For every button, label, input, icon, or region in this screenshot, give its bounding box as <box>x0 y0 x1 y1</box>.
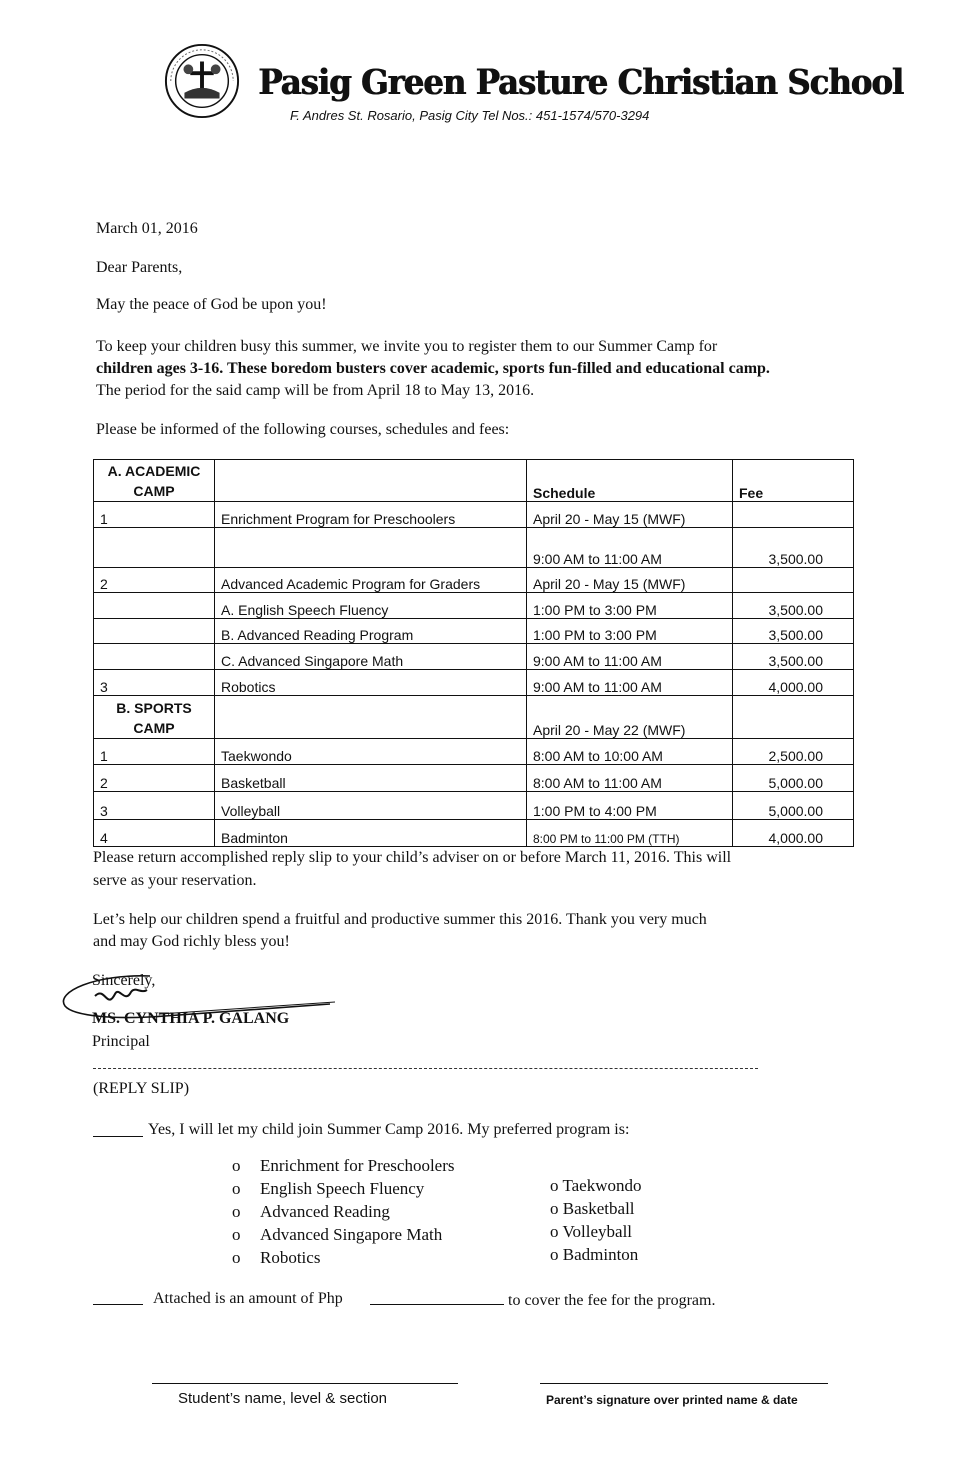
row-fee: 3,500.00 <box>733 593 854 618</box>
row-fee: 3,500.00 <box>733 618 854 643</box>
row-schedule: 8:00 PM to 11:00 PM (TTH) <box>527 819 733 846</box>
checkbox-circle-icon[interactable]: o <box>232 1248 241 1267</box>
row-number <box>94 618 215 643</box>
row-schedule: 8:00 AM to 10:00 AM <box>527 738 733 764</box>
header-blank-cell <box>215 460 527 502</box>
row-fee: 5,000.00 <box>733 792 854 819</box>
option-badminton[interactable]: o Badminton <box>550 1245 639 1264</box>
row-fee <box>733 568 854 593</box>
table-row <box>94 527 854 567</box>
row-program: B. Advanced Reading Program <box>215 618 527 643</box>
cut-line <box>93 1068 758 1069</box>
school-address: F. Andres St. Rosario, Pasig City Tel Nos.: 451-1574/570-3294 <box>290 108 650 123</box>
row-number <box>94 643 215 669</box>
row-program: Taekwondo <box>215 738 527 764</box>
row-number: 1 <box>94 738 215 764</box>
letter-date: March 01, 2016 <box>96 220 198 237</box>
row-program: Advanced Academic Program for Graders <box>215 568 527 593</box>
section-a-header: A. ACADEMIC CAMP <box>94 460 215 502</box>
row-schedule: 9:00 AM to 11:00 AM <box>527 643 733 669</box>
section-b-schedule: April 20 - May 22 (MWF) <box>527 696 733 738</box>
checkbox-circle-icon[interactable]: o <box>232 1156 241 1175</box>
intro-line-1: To keep your children busy this summer, we invite you to register them to our Summer Camp for <box>96 338 718 355</box>
row-program <box>215 527 527 567</box>
row-number: 3 <box>94 670 215 696</box>
closing-line-2: and may God richly bless you! <box>93 933 290 950</box>
row-program: A. English Speech Fluency <box>215 593 527 618</box>
row-program: Robotics <box>215 670 527 696</box>
student-signature-line[interactable] <box>152 1383 458 1384</box>
student-label: Student’s name, level & section <box>178 1390 388 1407</box>
option-enrichment[interactable]: o Enrichment for Preschoolers <box>232 1156 455 1175</box>
table-row <box>94 618 854 643</box>
table-row <box>94 568 854 593</box>
join-blank[interactable] <box>93 1136 143 1137</box>
sign-off: Sincerely, <box>92 972 156 989</box>
option-singapore-math[interactable]: o Advanced Singapore Math <box>232 1225 443 1244</box>
schedule-header: Schedule <box>527 460 733 502</box>
option-taekwondo[interactable]: o Taekwondo <box>550 1176 642 1195</box>
intro-line-3: The period for the said camp will be from April 18 to May 13, 2016. <box>96 382 535 399</box>
row-number: 1 <box>94 502 215 527</box>
row-program: C. Advanced Singapore Math <box>215 643 527 669</box>
closing-line-1: Let’s help our children spend a fruitful and productive summer this 2016. Thank you very much <box>93 911 707 928</box>
row-fee: 2,500.00 <box>733 738 854 764</box>
row-schedule: 9:00 AM to 11:00 AM <box>527 527 733 567</box>
row-program: Enrichment Program for Preschoolers <box>215 502 527 527</box>
row-schedule: 9:00 AM to 11:00 AM <box>527 670 733 696</box>
row-number <box>94 593 215 618</box>
table-row <box>94 502 854 527</box>
attached-prefix: Attached is an amount of Php <box>153 1290 343 1307</box>
join-text: Yes, I will let my child join Summer Camp 2016. My preferred program is: <box>148 1121 630 1138</box>
row-schedule: 1:00 PM to 4:00 PM <box>527 792 733 819</box>
section-b-row <box>94 696 854 738</box>
row-program: Badminton <box>215 819 527 846</box>
row-number <box>94 527 215 567</box>
row-fee: 4,000.00 <box>733 670 854 696</box>
table-row <box>94 765 854 792</box>
row-schedule: 1:00 PM to 3:00 PM <box>527 593 733 618</box>
checkbox-circle-icon[interactable]: o <box>232 1202 241 1221</box>
row-number: 2 <box>94 568 215 593</box>
amount-blank[interactable] <box>370 1304 504 1305</box>
checkbox-circle-icon[interactable]: o <box>232 1179 241 1198</box>
row-fee: 3,500.00 <box>733 643 854 669</box>
row-number: 3 <box>94 792 215 819</box>
row-fee: 4,000.00 <box>733 819 854 846</box>
option-english-speech[interactable]: o English Speech Fluency <box>232 1179 425 1198</box>
academic-options <box>232 1156 455 1271</box>
parent-label: Parent’s signature over printed name & date <box>546 1393 798 1407</box>
row-schedule: April 20 - May 15 (MWF) <box>527 568 733 593</box>
table-row <box>94 593 854 618</box>
reply-slip-title: (REPLY SLIP) <box>93 1080 190 1097</box>
row-number: 4 <box>94 819 215 846</box>
signer-name: MS. CYNTHIA P. GALANG <box>92 1010 290 1027</box>
row-schedule: 8:00 AM to 11:00 AM <box>527 765 733 792</box>
blessing-line: May the peace of God be upon you! <box>96 296 327 313</box>
table-row <box>94 670 854 696</box>
section-b-header: B. SPORTS CAMP <box>94 696 215 738</box>
return-line-2: serve as your reservation. <box>93 872 257 889</box>
row-schedule: April 20 - May 15 (MWF) <box>527 502 733 527</box>
school-seal-icon <box>163 42 241 120</box>
parent-signature-line[interactable] <box>540 1383 828 1384</box>
sports-options <box>550 1176 642 1268</box>
intro-line-2: children ages 3-16. These boredom busters cover academic, sports fun-filled and educational camp. <box>96 360 770 377</box>
section-b-blank-cell <box>215 696 527 738</box>
fee-header: Fee <box>733 460 854 502</box>
table-header-row <box>94 460 854 502</box>
table-row <box>94 738 854 764</box>
row-fee <box>733 502 854 527</box>
attached-blank[interactable] <box>93 1304 143 1305</box>
attached-suffix: to cover the fee for the program. <box>508 1292 716 1309</box>
option-robotics[interactable]: o Robotics <box>232 1248 321 1267</box>
row-program: Volleyball <box>215 792 527 819</box>
signer-title: Principal <box>92 1033 150 1050</box>
table-row <box>94 792 854 819</box>
table-row <box>94 819 854 846</box>
courses-table <box>93 459 854 847</box>
section-b-fee-cell <box>733 696 854 738</box>
table-row <box>94 643 854 669</box>
row-number: 2 <box>94 765 215 792</box>
checkbox-circle-icon[interactable]: o <box>232 1225 241 1244</box>
row-schedule: 1:00 PM to 3:00 PM <box>527 618 733 643</box>
option-advanced-reading[interactable]: o Advanced Reading <box>232 1202 390 1221</box>
row-fee: 5,000.00 <box>733 765 854 792</box>
school-name: Pasig Green Pasture Christian School <box>258 62 903 103</box>
row-program: Basketball <box>215 765 527 792</box>
row-fee: 3,500.00 <box>733 527 854 567</box>
table-intro: Please be informed of the following courses, schedules and fees: <box>96 421 510 438</box>
salutation: Dear Parents, <box>96 259 183 276</box>
return-line-1: Please return accomplished reply slip to your child’s adviser on or before March 11, 2016. This will <box>93 849 732 866</box>
option-basketball[interactable]: o Basketball <box>550 1199 635 1218</box>
option-volleyball[interactable]: o Volleyball <box>550 1222 633 1241</box>
